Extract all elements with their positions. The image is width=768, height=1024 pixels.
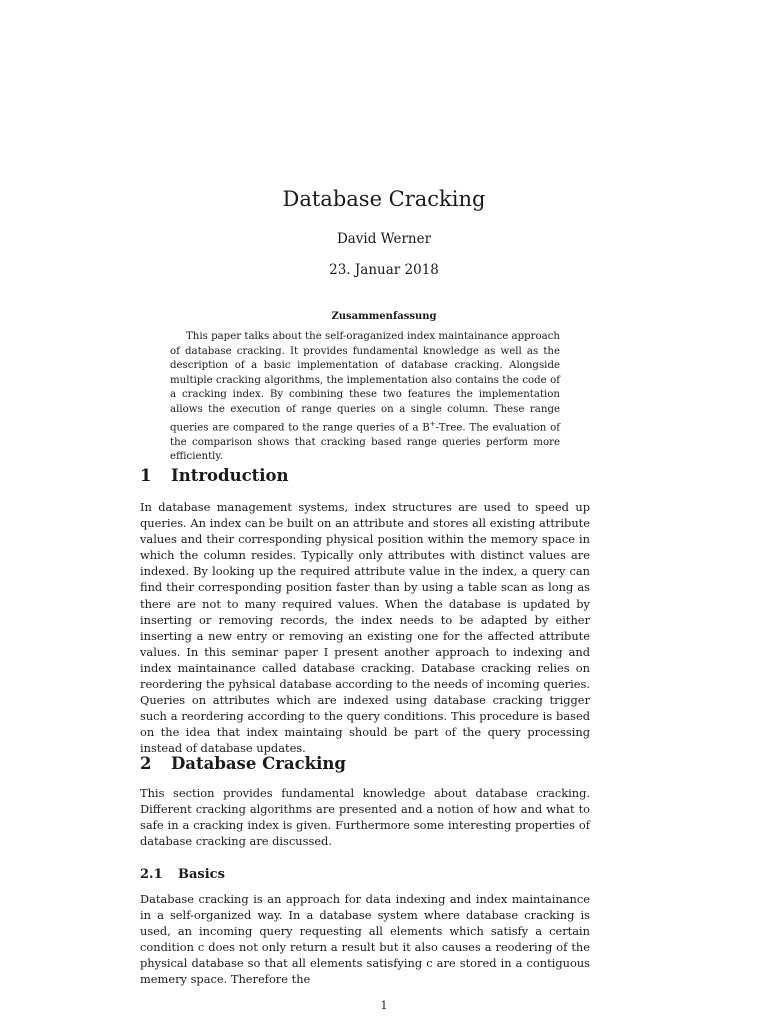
subsection-number: 2.1 <box>140 867 163 882</box>
section-heading-introduction <box>140 465 289 487</box>
paper-date: 23. Januar 2018 <box>329 262 439 278</box>
section-title: Introduction <box>171 466 289 485</box>
abstract-text-part-2: -Tree. The evaluation of the comparison shows that cracking based range queries perform more efficiently. <box>170 422 561 463</box>
section-number: 1 <box>140 466 152 485</box>
abstract-text <box>170 330 560 465</box>
subsection-title: Basics <box>178 867 225 882</box>
section-heading-database-cracking <box>140 753 346 775</box>
abstract-superscript: + <box>429 420 436 428</box>
abstract-heading: Zusammenfassung <box>331 311 437 322</box>
page-number: 1 <box>380 999 388 1012</box>
database-cracking-paragraph: This section provides fundamental knowledge about database cracking. Different cracking algorithms are presented and a notion of how and what to safe in a cracking index is given. Furthermore some interesting properties of database cracking are discussed. <box>140 786 590 849</box>
introduction-paragraph: In database management systems, index structures are used to speed up queries. An index can be built on an attribute and stores all existing attribute values and their corresponding physical position within the memory space in which the column resides. Typically only attributes with distinct values are indexed. By looking up the required attribute value in the index, a query can find their corresponding position faster than by using a table scan as long as there are not to many required values. When the database is updated by inserting or removing records, the index needs to be adapted by either inserting a new entry or removing an existing one for the affected attribute values. In this seminar paper I present another approach to indexing and index maintainance called database cracking. Database cracking relies on reordering the pyhsical database according to the needs of incoming queries. Queries on attributes which are indexed using database cracking trigger such a reordering according to the query conditions. This procedure is based on the idea that index maintaing should be part of the query processing instead of database updates. <box>140 500 590 756</box>
paper-author: David Werner <box>336 231 432 247</box>
section-title: Database Cracking <box>171 754 346 773</box>
subsection-heading-basics <box>140 866 225 884</box>
abstract-text-part-1: This paper talks about the self-oraganized index maintainance approach of database cracking. It provides fundamental knowledge as well as the description of a basic implementation of database cracking. Alongside multiple cracking algorithms, the implementation also contains the code of a cracking index. By combining these two features the implementation allows the execution of range queries on a single column. These range queries are compared to the range queries of a B <box>170 331 560 434</box>
section-number: 2 <box>140 754 152 773</box>
paper-title: Database Cracking <box>282 187 486 211</box>
basics-paragraph: Database cracking is an approach for data indexing and index maintainance in a self-organized way. In a database system where database cracking is used, an incoming query requesting all elements which satisfy a certain condition c does not only return a result but it also causes a reodering of the physical database so that all elements satisfying c are stored in a contiguous memery space. Therefore the <box>140 892 590 987</box>
